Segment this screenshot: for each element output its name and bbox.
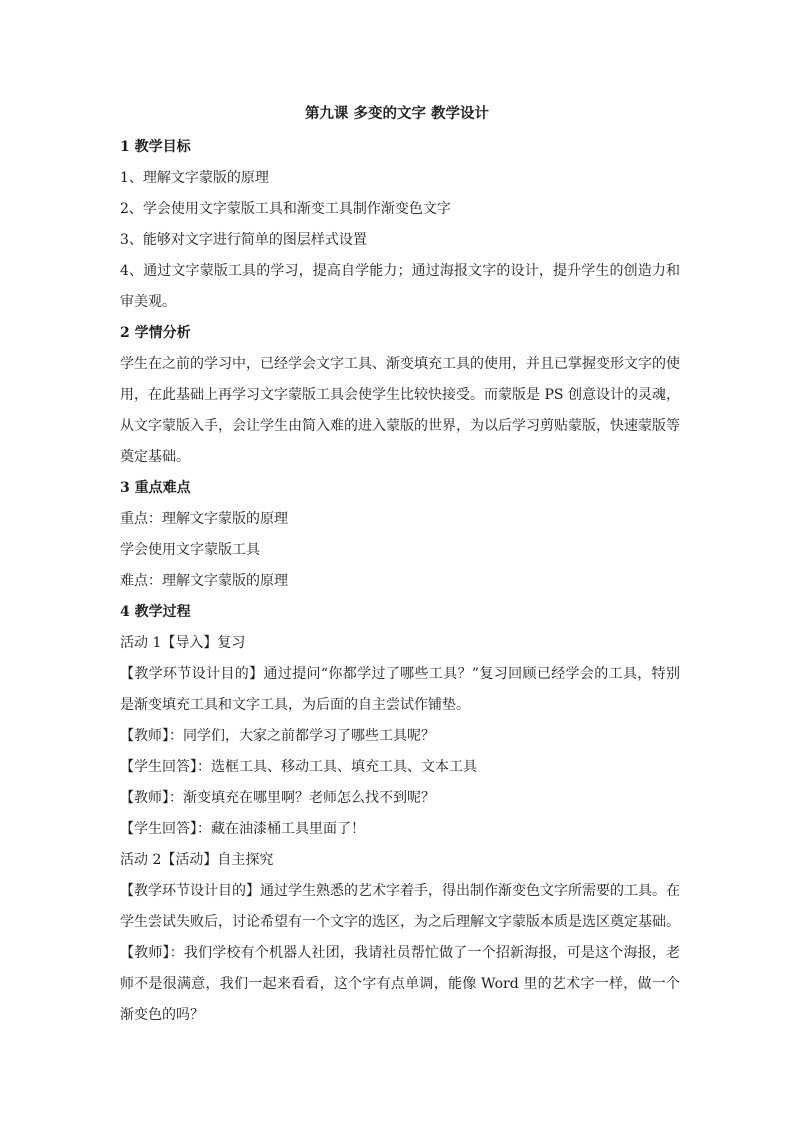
key-point-line: 重点：理解文字蒙版的原理 bbox=[120, 511, 288, 527]
section-heading-objectives: 1 教学目标 bbox=[120, 139, 191, 155]
section-heading-process: 4 教学过程 bbox=[120, 604, 191, 620]
document-title: 第九课 多变的文字 教学设计 bbox=[304, 105, 490, 122]
dialogue-line-student: 【学生回答】：藏在油漆桶工具里面了！ bbox=[120, 821, 365, 837]
section-heading-key-points: 3 重点难点 bbox=[120, 480, 191, 496]
objective-item-4: 4、通过文字蒙版工具的学习，提高自学能力；通过海报文字的设计，提升学生的创造力和审美观。 bbox=[120, 263, 680, 310]
key-point-line: 学会使用文字蒙版工具 bbox=[120, 542, 260, 558]
activity-title-1: 活动 1【导入】复习 bbox=[120, 635, 246, 651]
dialogue-line-student: 【学生回答】：选框工具、移动工具、填充工具、文本工具 bbox=[120, 759, 477, 775]
objective-item-3: 3、能够对文字进行简单的图层样式设置 bbox=[120, 232, 367, 248]
dialogue-line-teacher: 【教师】：同学们，大家之前都学习了哪些工具呢？ bbox=[120, 728, 435, 744]
design-purpose-paragraph: 【教学环节设计目的】通过提问“你都学过了哪些工具？”复习回顾已经学会的工具，特别是渐变填充工具和文字工具，为后面的自主尝试作铺垫。 bbox=[120, 666, 680, 713]
document-body bbox=[120, 132, 680, 1031]
design-purpose-paragraph: 【教学环节设计目的】通过学生熟悉的艺术字着手，得出制作渐变色文字所需要的工具。在学生尝试失败后，讨论希望有一个文字的选区，为之后理解文字蒙版本质是选区奠定基础。 bbox=[120, 883, 680, 930]
section-heading-analysis: 2 学情分析 bbox=[120, 325, 191, 341]
objective-item-1: 1、理解文字蒙版的原理 bbox=[120, 170, 269, 186]
difficulty-line: 难点：理解文字蒙版的原理 bbox=[120, 573, 288, 589]
activity-title-2: 活动 2【活动】自主探究 bbox=[120, 852, 274, 868]
dialogue-paragraph-teacher: 【教师】：我们学校有个机器人社团，我请社员帮忙做了一个招新海报，可是这个海报，老师不是很满意，我们一起来看看，这个字有点单调，能像 Word 里的艺术字一样，做一个渐变色的吗？ bbox=[120, 945, 680, 1023]
analysis-paragraph: 学生在之前的学习中，已经学会文字工具、渐变填充工具的使用，并且已掌握变形文字的使用，在此基础上再学习文字蒙版工具会使学生比较快接受。而蒙版是 PS 创意设计的灵魂，从文字蒙版入手，会让学生由简入难的进入蒙版的世界，为以后学习剪贴蒙版，快速蒙版等奠定基础。 bbox=[120, 356, 680, 465]
dialogue-line-teacher: 【教师】：渐变填充在哪里啊？老师怎么找不到呢？ bbox=[120, 790, 435, 806]
objective-item-2: 2、学会使用文字蒙版工具和渐变工具制作渐变色文字 bbox=[120, 201, 451, 217]
